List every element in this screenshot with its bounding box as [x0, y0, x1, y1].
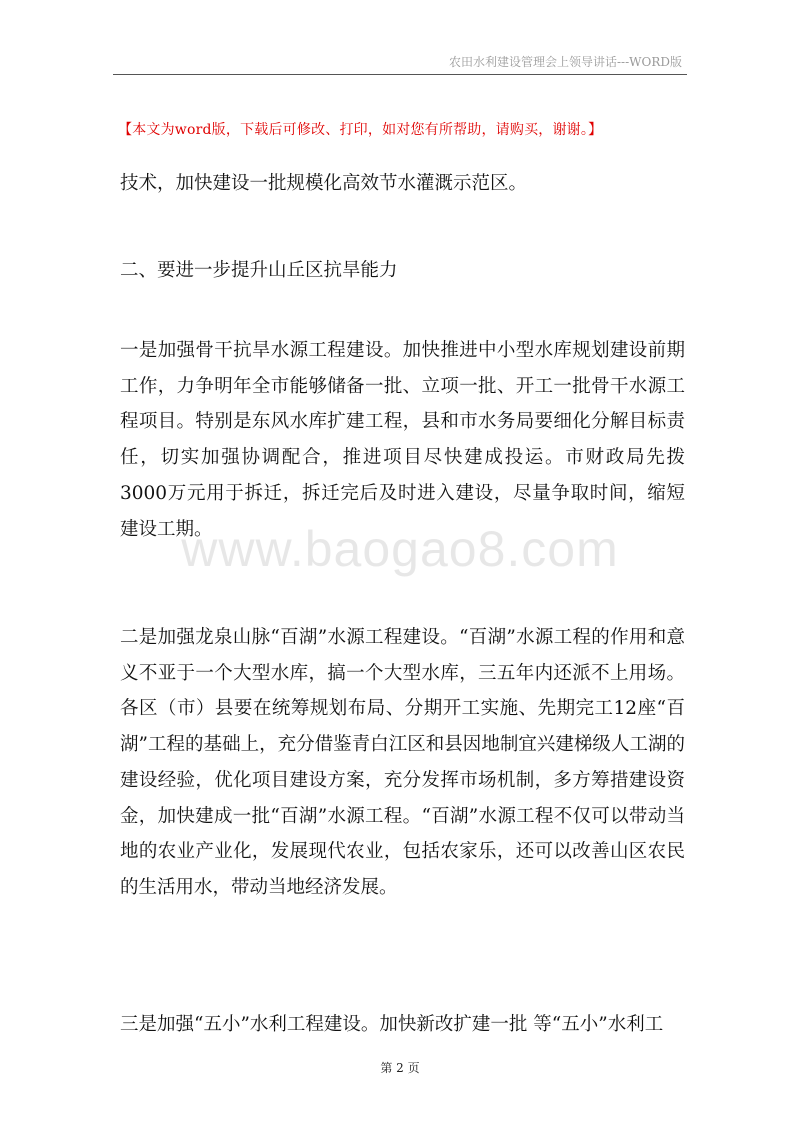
- document-header-title: 农田水利建设管理会上领导讲话---WORD版: [449, 55, 682, 69]
- section-heading: 二、要进一步提升山丘区抗旱能力: [120, 260, 398, 281]
- paragraph-wuxiao-projects: 三是加强“五小”水利工程建设。加快新改扩建一批 等“五小”水利工: [120, 1014, 664, 1035]
- paragraph-baihu-projects: 二是加强龙泉山脉“百湖”水源工程建设。“百湖”水源工程的作用和意义不亚于一个大型水库，搞一个大型水库，三五年内还派不上用场。各区（市）县要在统筹规划布局、分期开工实施、先期完工12座“百湖”工程的基础上，充分借鉴青白江区和县因地制宜兴建梯级人工湖的建设经验，优化项目建设方案，充分发挥市场机制，多方筹措建设资金，加快建成一批“百湖”水源工程。“百湖”水源工程不仅可以带动当地的农业产业化，发展现代农业，包括农家乐，还可以改善山区农民的生活用水，带动当地经济发展。: [120, 627, 685, 898]
- page-number: 第 2 页: [380, 1061, 420, 1075]
- paragraph-reservoir-projects: 一是加强骨干抗旱水源工程建设。加快推进中小型水库规划建设前期工作，力争明年全市能够储备一批、立项一批、开工一批骨干水源工程项目。特别是东风水库扩建工程，县和市水务局要细化分解目标责任，切实加强协调配合，推进项目尽快建成投运。市财政局先拨3000万元用于拆迁，拆迁完后及时进入建设，尽量争取时间，缩短建设工期。: [120, 340, 685, 540]
- download-notice: 【本文为word版，下载后可修改、打印，如对您有所帮助，请购买，谢谢。】: [118, 122, 603, 138]
- watermark: www.baogao8.com: [181, 521, 619, 577]
- header-divider: [113, 74, 687, 75]
- paragraph-continuation: 技术，加快建设一批规模化高效节水灌溉示范区。: [120, 173, 528, 194]
